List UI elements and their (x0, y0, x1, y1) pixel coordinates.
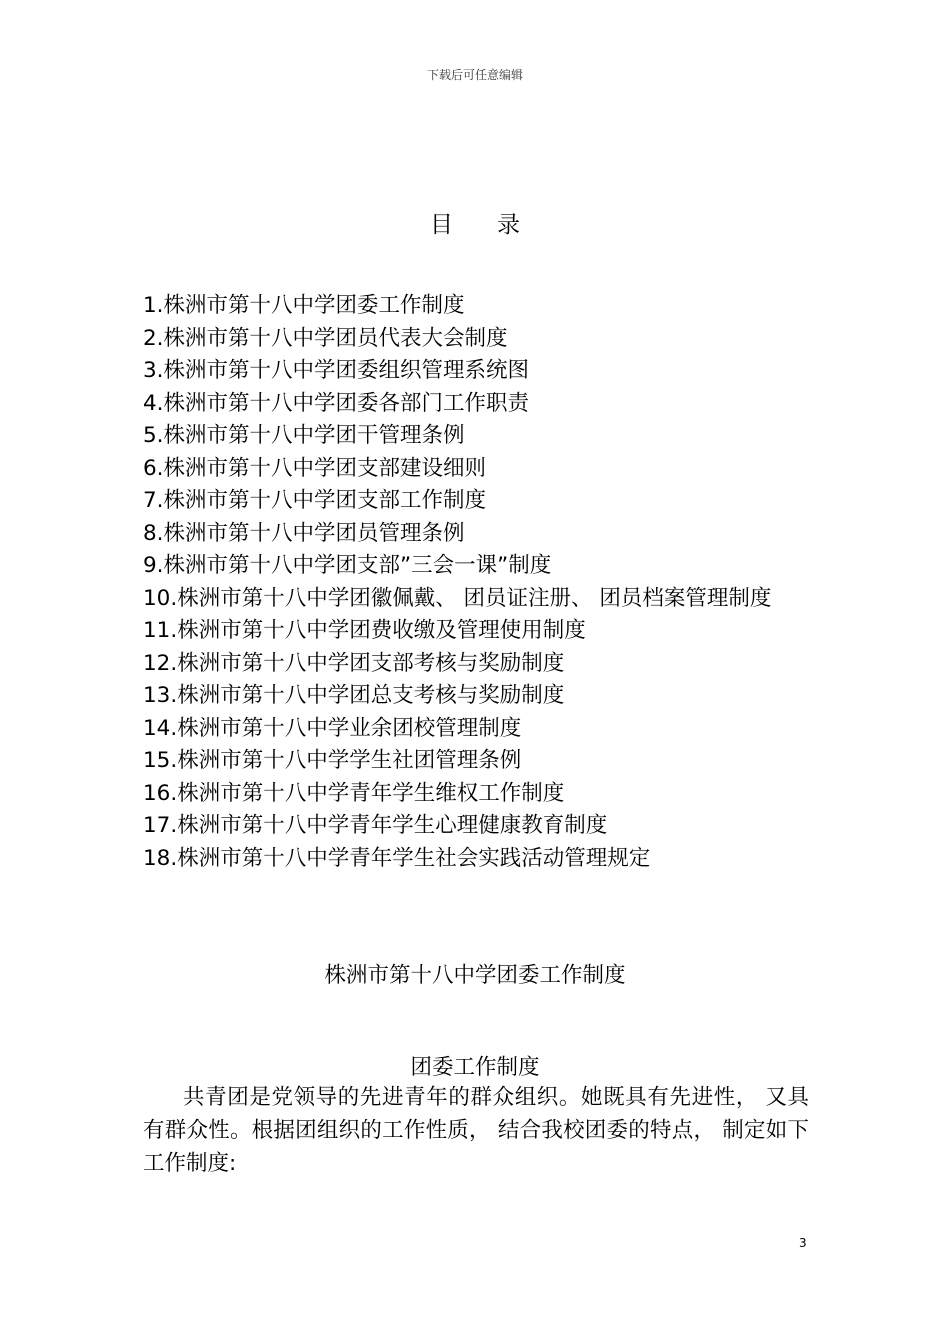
toc-item: 5.株洲市第十八中学团干管理条例 (143, 423, 465, 448)
toc-item: 13.株洲市第十八中学团总支考核与奖励制度 (143, 683, 565, 708)
page-number: 3 (799, 1236, 807, 1250)
section-subtitle: 团委工作制度 (410, 1055, 540, 1080)
header-note: 下载后可任意编辑 (426, 68, 523, 82)
toc-item: 4.株洲市第十八中学团委各部门工作职责 (143, 390, 530, 416)
toc-item: 11.株洲市第十八中学团费收缴及管理使用制度 (143, 618, 586, 643)
toc-list (143, 290, 809, 875)
toc-item: 17.株洲市第十八中学青年学生心理健康教育制度 (143, 813, 608, 838)
toc-item: 7.株洲市第十八中学团支部工作制度 (143, 488, 487, 513)
toc-item: 12.株洲市第十八中学团支部考核与奖励制度 (143, 650, 565, 676)
body-paragraph: 共青团是党领导的先进青年的群众组织。她既具有先进性， 又具有群众性。根据团组织的工作性质， 结合我校团委的特点， 制定如下工作制度: (143, 1085, 809, 1176)
toc-item: 9.株洲市第十八中学团支部”三会一课”制度 (143, 553, 552, 578)
toc-item: 1.株洲市第十八中学团委工作制度 (143, 293, 465, 318)
toc-item: 8.株洲市第十八中学团员管理条例 (143, 520, 465, 546)
toc-item: 15.株洲市第十八中学学生社团管理条例 (143, 748, 522, 773)
toc-item: 18.株洲市第十八中学青年学生社会实践活动管理规定 (143, 845, 651, 871)
toc-item: 2.株洲市第十八中学团员代表大会制度 (143, 325, 508, 351)
toc-item: 6.株洲市第十八中学团支部建设细则 (143, 455, 487, 481)
toc-item: 14.株洲市第十八中学业余团校管理制度 (143, 715, 522, 741)
toc-title: 目录 (430, 212, 564, 238)
toc-item: 16.株洲市第十八中学青年学生维权工作制度 (143, 780, 565, 806)
toc-item: 3.株洲市第十八中学团委组织管理系统图 (143, 358, 530, 383)
section-title: 株洲市第十八中学团委工作制度 (324, 963, 626, 988)
toc-item: 10.株洲市第十八中学团徽佩戴、 团员证注册、 团员档案管理制度 (143, 585, 772, 611)
